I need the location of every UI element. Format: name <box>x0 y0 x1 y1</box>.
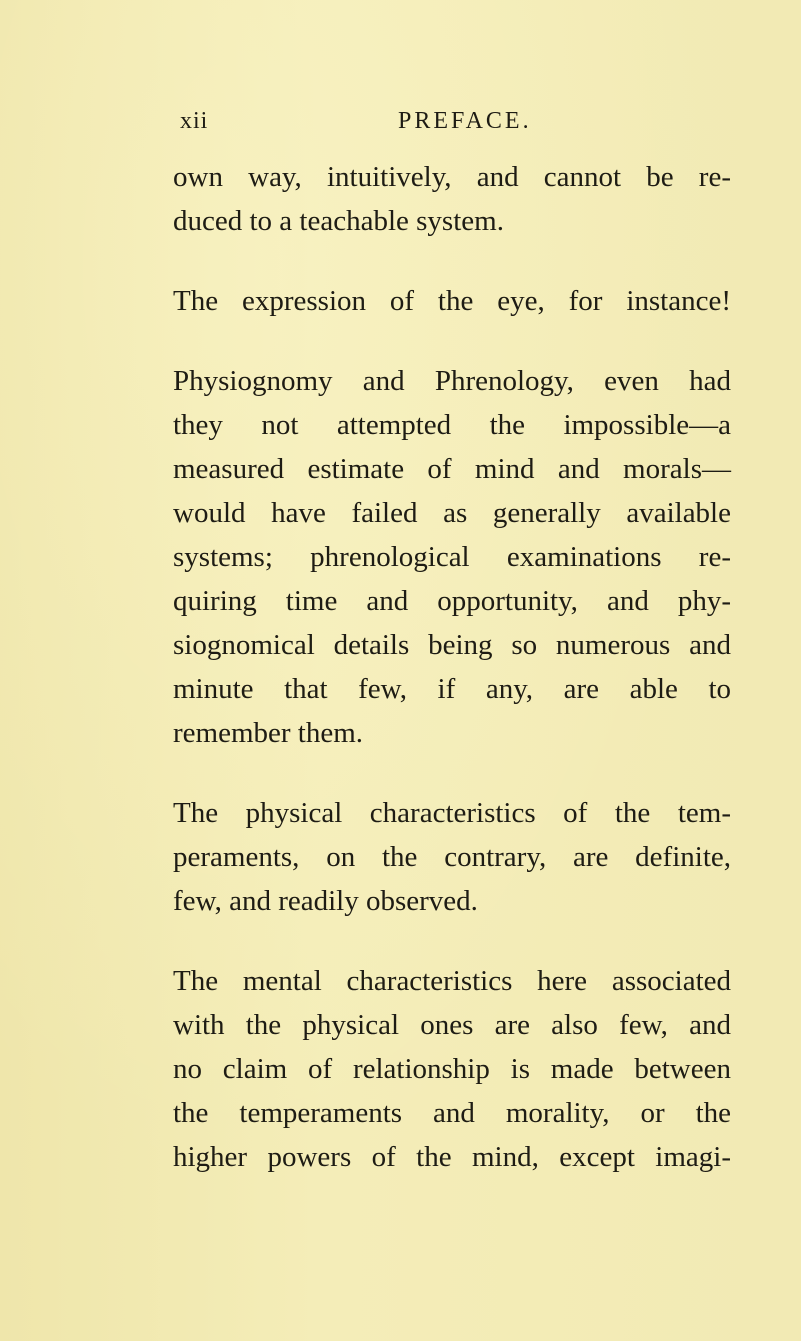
text-line: measured estimate of mind and morals— <box>173 453 731 485</box>
text-line: siognomical details being so numerous and <box>173 629 731 661</box>
text-line: Physiognomy and Phrenology, even had <box>173 365 731 397</box>
text-line: minute that few, if any, are able to <box>173 673 731 705</box>
text-line: own way, intuitively, and cannot be re- <box>173 161 731 193</box>
text-line: peraments, on the contrary, are definite, <box>173 841 731 873</box>
paragraph <box>173 791 731 923</box>
text-line: duced to a teachable system. <box>173 205 504 237</box>
paragraph <box>173 279 731 323</box>
body-text <box>173 155 731 1215</box>
text-line: remember them. <box>173 717 364 749</box>
text-line: The expression of the eye, for instance! <box>173 285 731 317</box>
text-line: the temperaments and morality, or the <box>173 1097 731 1129</box>
text-line: with the physical ones are also few, and <box>173 1009 731 1041</box>
text-line: they not attempted the impossible—a <box>173 409 731 441</box>
text-line: The mental characteristics here associated <box>173 965 731 997</box>
text-line: few, and readily observed. <box>173 885 478 917</box>
text-line: systems; phrenological examinations re- <box>173 541 731 573</box>
text-line: would have failed as generally available <box>173 497 731 529</box>
text-line: no claim of relationship is made between <box>173 1053 731 1085</box>
paragraph <box>173 959 731 1179</box>
text-line: higher powers of the mind, except imagi- <box>173 1141 731 1173</box>
paragraph <box>173 359 731 755</box>
running-head: PREFACE. <box>398 108 532 134</box>
text-line: The physical characteristics of the tem- <box>173 797 731 829</box>
text-line: quiring time and opportunity, and phy- <box>173 585 731 617</box>
page-header <box>0 108 801 144</box>
paragraph <box>173 155 731 243</box>
page-number: xii <box>180 108 209 134</box>
